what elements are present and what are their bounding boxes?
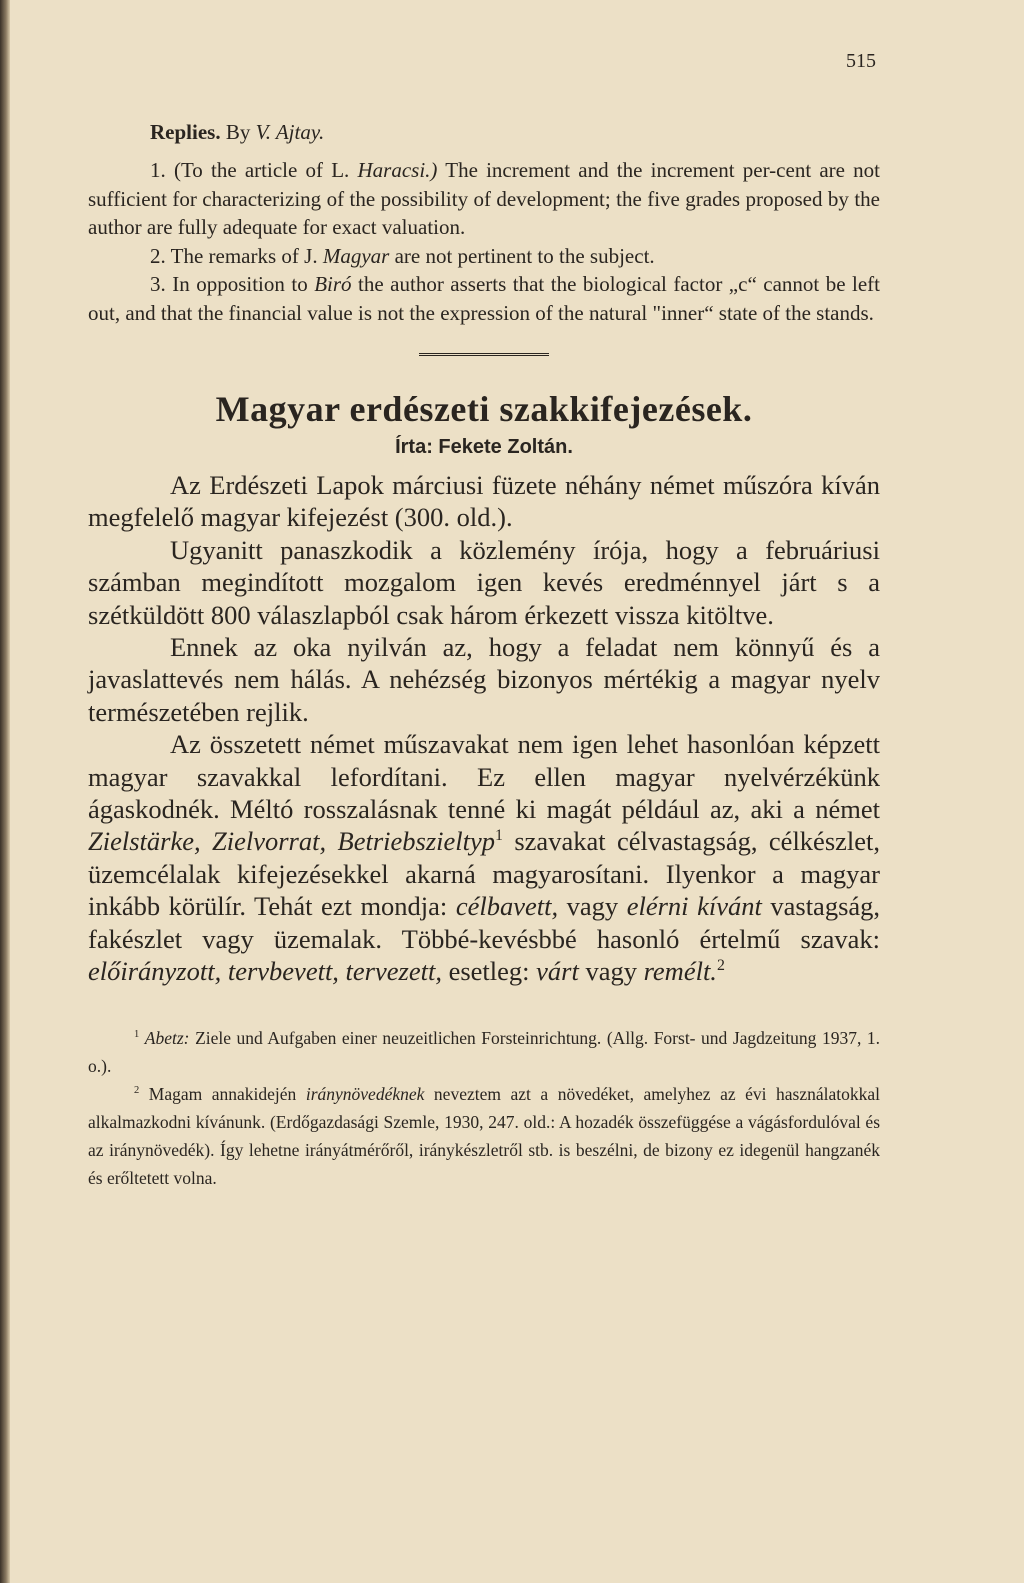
p4-term-list: előirányzott, tervbevett, tervezett, xyxy=(88,956,442,987)
reply-item-2-author: Magyar xyxy=(322,243,390,268)
footnotes xyxy=(88,1024,880,1192)
page-number: 515 xyxy=(846,50,876,72)
replies-by: By xyxy=(225,120,251,144)
reply-item-1-lead: 1. (To the article of L. xyxy=(150,158,350,182)
footnote-2 xyxy=(88,1080,880,1192)
footnote-1-text: Ziele und Aufgaben einer neuzeitlichen Forsteinrichtung. (Allg. Forst- und Jagdzeitung 1937, 1. o.). xyxy=(88,1027,881,1076)
p4-text-b: szavakat célvastagság, célkészlet, üzemcélalak kifejezésekkel akarná magyarosítani. Ilyenkor a magyar inkább körülír. Tehát ezt mondja: xyxy=(88,826,881,922)
footnote-ref-1[interactable]: 1 xyxy=(495,827,503,845)
p4-term-elerni-kivant: elérni kívánt xyxy=(626,891,762,922)
replies-author: V. Ajtay. xyxy=(255,120,325,144)
article-paragraph-4 xyxy=(88,728,880,987)
reply-item-3 xyxy=(88,270,880,327)
reply-item-2 xyxy=(88,242,880,271)
reply-item-1-text: The increment and the increment per-cent are not sufficient for characterizing of the possibility of development; the five grades proposed by the author are fully adequate for exact valuation. xyxy=(88,158,881,239)
page-binding-edge xyxy=(0,0,10,1583)
article-paragraph-3: Ennek az oka nyilván az, hogy a feladat nem könnyű és a javaslattevés nem hálás. A nehézség bizonyos mértékig a magyar nyelv természetében rejlik. xyxy=(88,632,880,727)
reply-item-2-lead: 2. The remarks of J. xyxy=(150,243,318,268)
article-byline: Írta: Fekete Zoltán. xyxy=(395,436,573,458)
reply-item-3-author: Biró xyxy=(314,272,352,296)
reply-item-2-text: are not pertinent to the subject. xyxy=(394,243,655,268)
p4-german-terms: Zielstärke, Zielvorrat, Betriebszieltyp xyxy=(88,826,495,857)
p4-term-vart: várt xyxy=(536,956,579,987)
p4-text-e: esetleg: xyxy=(448,956,530,987)
p4-text-a: Az összetett német műszavakat nem igen lehet hasonlóan képzett magyar szavakkal lefordítani. Ez ellen magyar nyelvérzékünk ágaskodnék. Méltó rosszalásnak tenné ki magát például az, aki a német xyxy=(88,729,880,825)
footnote-2-mark: 2 xyxy=(134,1084,140,1096)
footnote-1-author: Abetz: xyxy=(144,1027,190,1048)
article-title: Magyar erdészeti szakkifejezések. xyxy=(215,389,753,429)
p4-term-remelt: remélt. xyxy=(643,956,717,987)
footnote-1-mark: 1 xyxy=(134,1028,140,1040)
reply-item-1 xyxy=(88,156,880,242)
reply-item-3-text: the author asserts that the biological factor „c“ cannot be left out, and that the financial value is not the expression of the natural "inner“ state of the stands. xyxy=(88,272,880,325)
section-divider xyxy=(419,353,549,358)
reply-item-3-lead: 3. In opposition to xyxy=(150,272,308,296)
footnote-ref-2[interactable]: 2 xyxy=(716,957,725,975)
page-content xyxy=(88,118,880,1192)
replies-heading xyxy=(150,118,880,146)
p4-text-f: vagy xyxy=(585,956,637,987)
footnote-2-text-a: Magam annakidején xyxy=(148,1083,297,1104)
reply-item-1-author: Haracsi.) xyxy=(357,158,438,182)
footnote-2-text-b: neveztem azt a növedéket, amelyhez az évi használatokkal alkalmazkodni kívánunk. (Erdőgazdasági Szemle, 1930, 247. old.: A hozadék összefüggése a vágásfordulóval és az iránynövedék). Így lehetne irányátmérőről, iránykészletről stb. is beszélni, de bizony ez idegenül hangzanék és erőltetett volna. xyxy=(88,1083,881,1188)
p4-text-d: vastagság, fakészlet vagy üzemalak. Többé-kevésbbé hasonló értelmű szavak: xyxy=(88,891,881,954)
p4-term-celbavett: célbavett, xyxy=(455,891,559,922)
replies-label: Replies. xyxy=(150,120,221,144)
article-paragraph-1: Az Erdészeti Lapok márciusi füzete néhány német műszóra kíván megfelelő magyar kifejezést (300. old.). xyxy=(88,470,880,533)
article-paragraph-2: Ugyanitt panaszkodik a közlemény írója, hogy a februáriusi számban megindított mozgalom igen kevés eredménnyel járt s a szétküldött 800 válaszlapból csak három érkezett vissza kitöltve. xyxy=(88,534,880,630)
footnote-1 xyxy=(88,1024,880,1080)
p4-text-c: vagy xyxy=(566,891,619,922)
footnote-2-term: iránynövedéknek xyxy=(305,1083,425,1104)
